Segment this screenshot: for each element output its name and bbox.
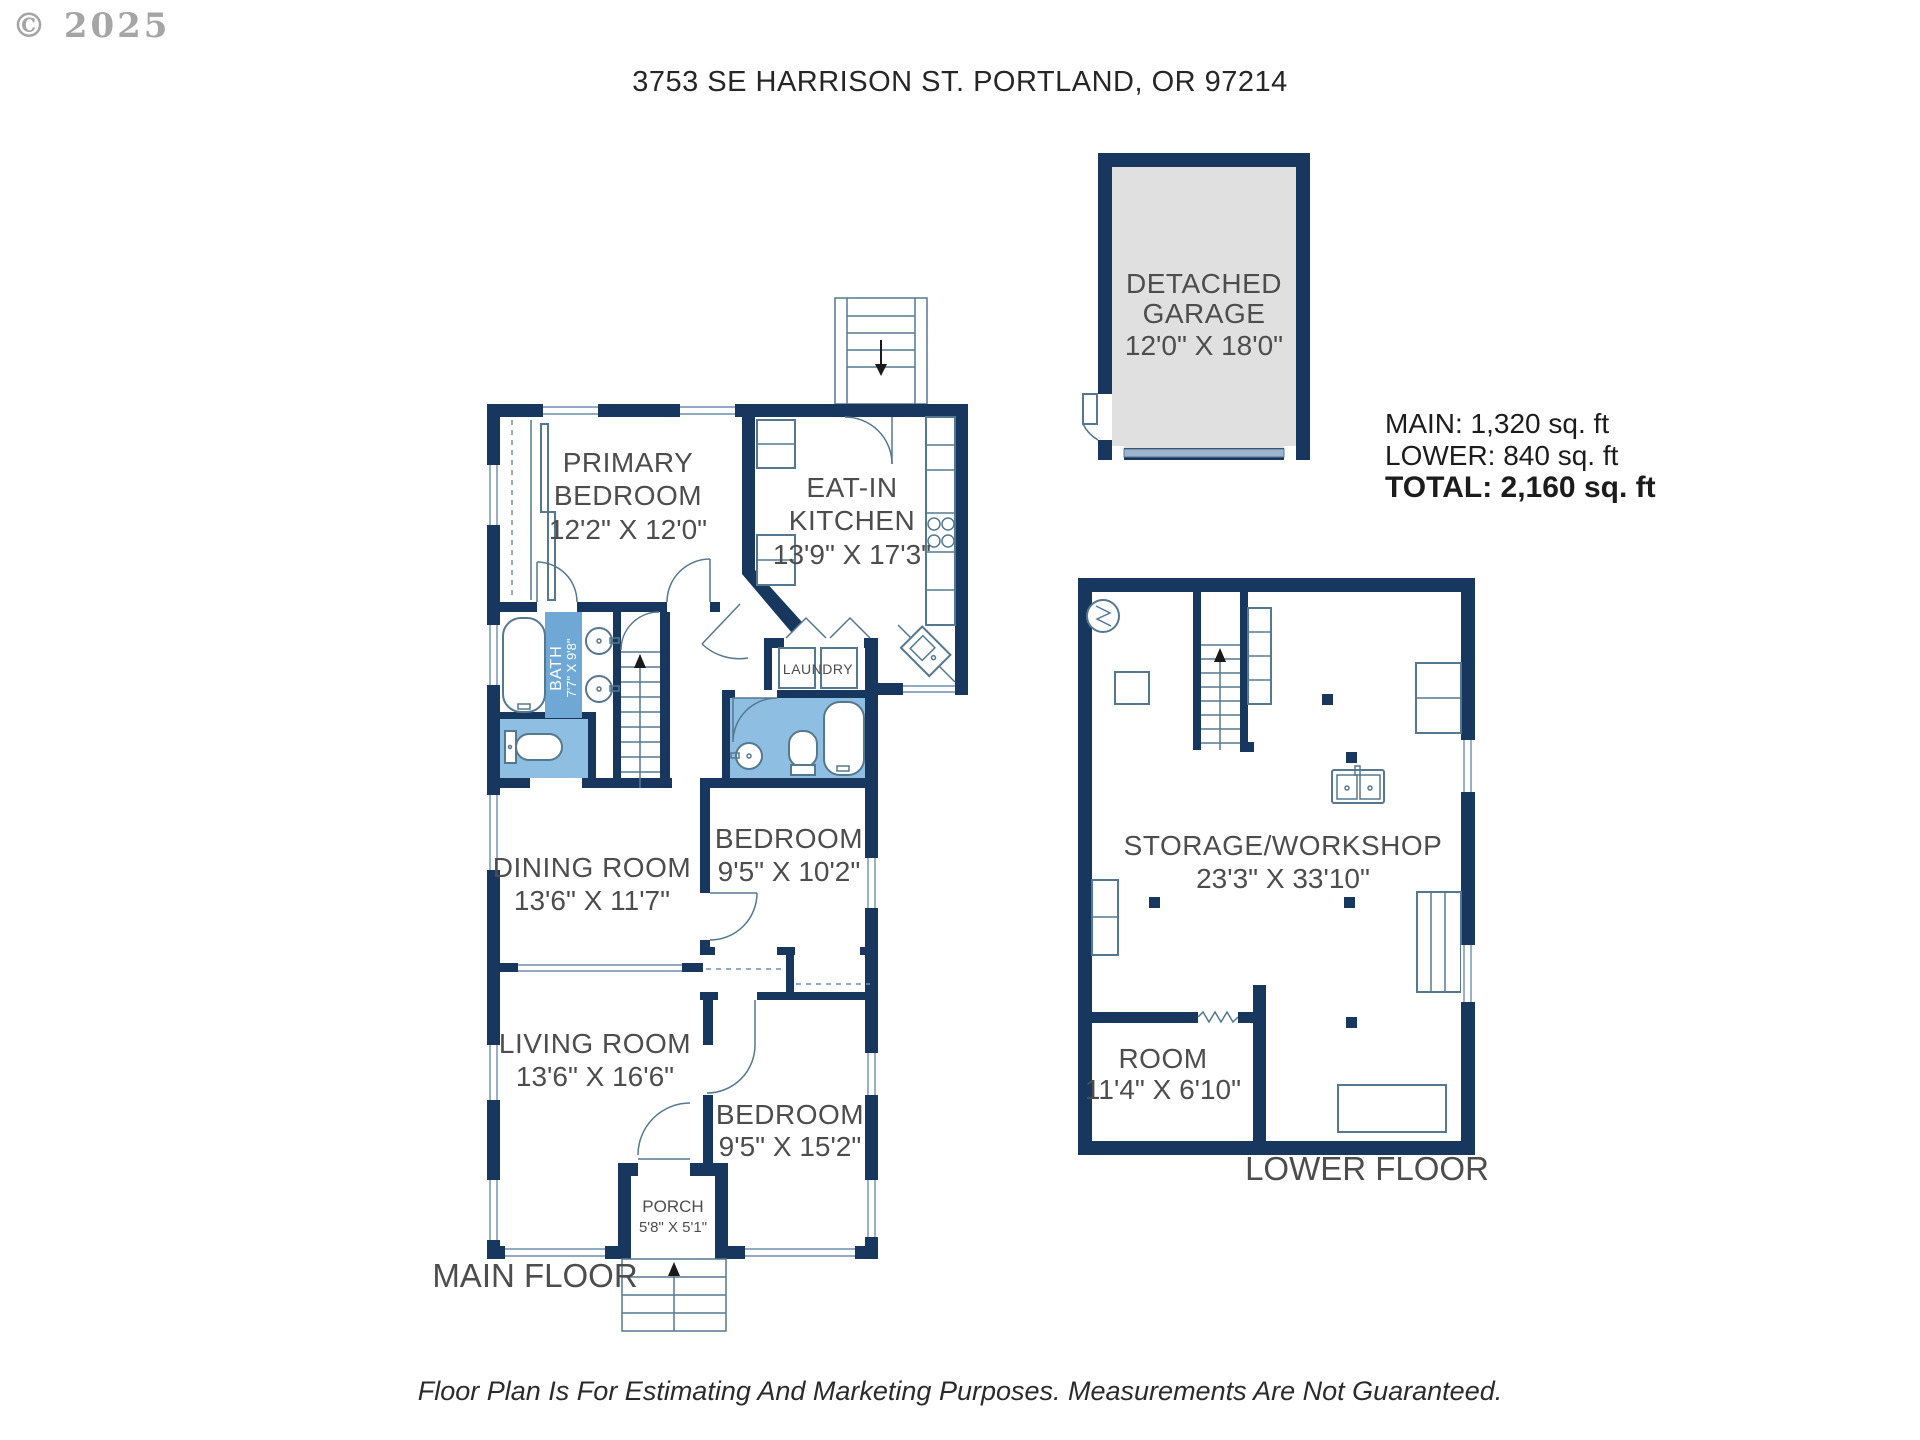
water-heater-icon (1087, 600, 1119, 632)
stairs-up-arrow (668, 1262, 680, 1276)
dining-room-dims: 13'6" X 11'7" (513, 885, 671, 916)
copyright-watermark: © 2025 (12, 6, 171, 46)
counter (926, 417, 955, 625)
shelves-icon (1092, 880, 1118, 955)
tall-cabinet-icon (1417, 892, 1461, 992)
cabinet-icon (757, 420, 795, 468)
window (865, 858, 878, 908)
dining-room-label: DINING ROOM (492, 852, 692, 883)
storage-workshop-label: STORAGE/WORKSHOP (1123, 830, 1443, 861)
window (487, 465, 500, 525)
toilet-room (500, 719, 588, 778)
porch-label: PORCH (642, 1197, 704, 1216)
lower-floor-label: LOWER FLOOR (1245, 1150, 1489, 1187)
bathtub-icon (503, 618, 545, 712)
area-main: MAIN: 1,320 sq. ft (1385, 408, 1610, 439)
garage-door-jamb (1284, 446, 1296, 460)
toilet-icon (505, 731, 562, 763)
shelves-icon (1248, 608, 1271, 704)
kitchen-label-line1: EAT-IN (806, 472, 898, 503)
window (865, 1053, 878, 1095)
garage-door-icon (1124, 449, 1284, 457)
toilet-icon (789, 731, 817, 775)
garage-side-door-icon (1083, 394, 1112, 440)
bedroom-small-label: BEDROOM (714, 823, 864, 854)
lower-floor-plan (1078, 578, 1489, 1187)
utility-sink-icon (1332, 766, 1384, 803)
main-floor-plan (432, 298, 968, 1331)
bath-dims: 7'7" X 9'8" (564, 638, 579, 698)
window (1461, 945, 1475, 1002)
bedroom-large-label: BEDROOM (715, 1099, 865, 1130)
area-summary (1385, 408, 1656, 504)
garage-door-jamb (1112, 446, 1124, 460)
primary-bedroom-label-line1: PRIMARY (562, 447, 694, 478)
detached-garage (1083, 153, 1310, 460)
porch-dims: 5'8" X 5'1" (638, 1219, 708, 1236)
sliding-door-icon (541, 424, 548, 512)
area-lower: LOWER: 840 sq. ft (1385, 440, 1619, 471)
window (1461, 740, 1475, 792)
window (543, 404, 598, 417)
bathtub-icon (824, 702, 864, 775)
area-total: TOTAL: 2,160 sq. ft (1385, 471, 1656, 504)
lower-room-label: ROOM (1118, 1043, 1208, 1074)
disclaimer-text: Floor Plan Is For Estimating And Marketing Purposes. Measurements Are Not Guaranteed. (417, 1376, 1503, 1406)
garage-label-line2: GARAGE (1142, 298, 1266, 329)
furnace-icon (1115, 672, 1149, 704)
garage-label-line1: DETACHED (1126, 268, 1282, 299)
bedroom-small-dims: 9'5" X 10'2" (717, 856, 861, 887)
cabinet-icon (1416, 663, 1461, 733)
stairs-down-arrow (875, 364, 887, 376)
window (745, 1246, 855, 1259)
back-entry-stairs (835, 298, 927, 404)
main-floor-label: MAIN FLOOR (432, 1257, 638, 1294)
workbench-icon (1338, 1085, 1446, 1132)
storage-workshop-dims: 23'3" X 33'10" (1196, 863, 1370, 894)
garage-dims: 12'0" X 18'0" (1124, 330, 1284, 361)
kitchen-dims: 13'9" X 17'3" (772, 539, 932, 570)
window (487, 625, 500, 685)
window (865, 1180, 878, 1237)
window (680, 404, 735, 417)
living-room-dims: 13'6" X 16'6" (515, 1061, 675, 1092)
window (487, 1180, 500, 1240)
bath-label: BATH (548, 645, 565, 691)
bedroom-large-dims: 9'5" X 15'2" (718, 1131, 862, 1162)
page-title: 3753 SE HARRISON ST. PORTLAND, OR 97214 (632, 66, 1288, 98)
primary-bedroom-dims: 12'2" X 12'0" (548, 514, 708, 545)
kitchen-label-line2: KITCHEN (788, 505, 916, 536)
living-room-label: LIVING ROOM (498, 1028, 692, 1059)
window (903, 683, 955, 695)
primary-bedroom-label-line2: BEDROOM (553, 480, 703, 511)
laundry-label: LAUNDRY (782, 661, 854, 677)
second-bath (730, 698, 865, 778)
lower-room-dims: 11'4" X 6'10" (1084, 1074, 1242, 1105)
